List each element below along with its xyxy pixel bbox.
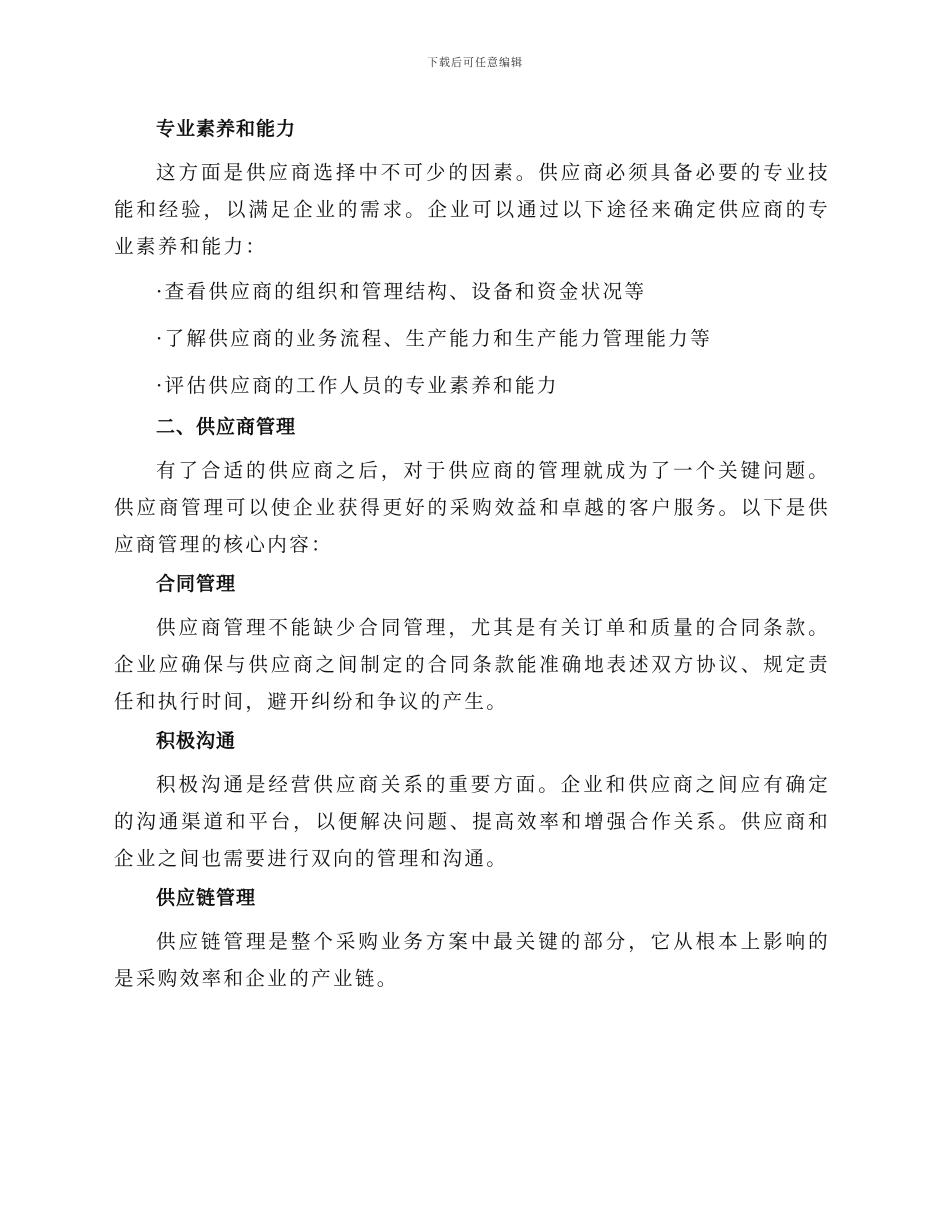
heading-professional-ability: 专业素养和能力	[156, 118, 297, 140]
heading-supplier-management: 二、供应商管理	[156, 416, 297, 438]
heading-contract-management: 合同管理	[156, 573, 237, 595]
bullet-item: ·查看供应商的组织和管理结构、设备和资金状况等	[156, 280, 647, 303]
header-note: 下载后可任意编辑	[427, 56, 523, 69]
paragraph-contract-management: 供应商管理不能缺少合同管理，尤其是有关订单和质量的合同条款。企业应确保与供应商之间制定的合同条款能准确地表述双方协议、规定责任和执行时间，避开纠纷和争议的产生。	[114, 616, 830, 713]
paragraph-professional-ability: 这方面是供应商选择中不可少的因素。供应商必须具备必要的专业技能和经验，以满足企业的需求。企业可以通过以下途径来确定供应商的专业素养和能力：	[114, 161, 830, 258]
paragraph-active-communication: 积极沟通是经营供应商关系的重要方面。企业和供应商之间应有确定的沟通渠道和平台，以便解决问题、提高效率和增强合作关系。供应商和企业之间也需要进行双向的管理和沟通。	[114, 773, 830, 870]
bullet-item: ·评估供应商的工作人员的专业素养和能力	[156, 374, 559, 397]
heading-supply-chain-management: 供应链管理	[156, 887, 257, 909]
paragraph-supplier-management: 有了合适的供应商之后，对于供应商的管理就成为了一个关键问题。供应商管理可以使企业获得更好的采购效益和卓越的客户服务。以下是供应商管理的核心内容：	[114, 459, 830, 556]
paragraph-supply-chain-management: 供应链管理是整个采购业务方案中最关键的部分，它从根本上影响的是采购效率和企业的产业链。	[114, 930, 830, 990]
document-body	[114, 108, 830, 1005]
bullet-item: ·了解供应商的业务流程、生产能力和生产能力管理能力等	[156, 327, 713, 350]
heading-active-communication: 积极沟通	[156, 730, 237, 752]
